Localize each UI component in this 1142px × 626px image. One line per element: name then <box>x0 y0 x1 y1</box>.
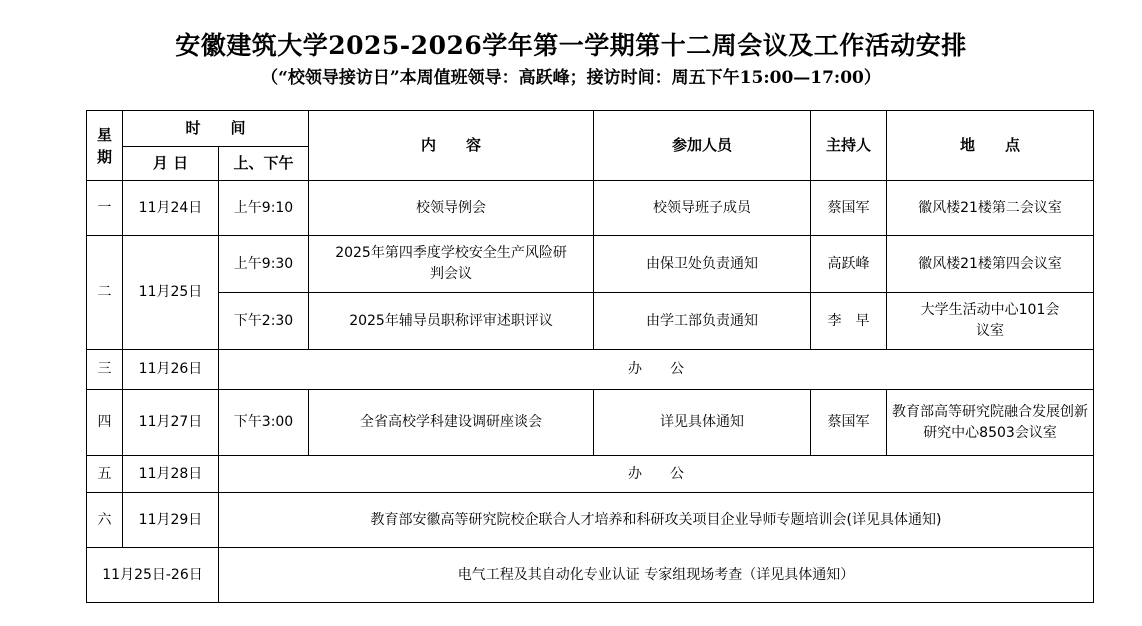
header-row <box>87 111 1094 147</box>
date-cell: 11月25日 <box>123 236 219 350</box>
content-cell: 校领导例会 <box>309 181 594 236</box>
content-cell: 2025年第四季度学校安全生产风险研判会议 <box>309 236 594 293</box>
time-cell: 上午9:30 <box>219 236 309 293</box>
header-time: 时 间 <box>123 111 309 147</box>
table-row <box>87 236 1094 293</box>
header-host: 主持人 <box>811 111 887 181</box>
weekday-cell: 三 <box>87 350 123 390</box>
time-cell: 下午3:00 <box>219 390 309 456</box>
participants-cell: 由保卫处负责通知 <box>594 236 811 293</box>
location-cell: 大学生活动中心101会议室 <box>887 293 1094 350</box>
weekday-cell: 四 <box>87 390 123 456</box>
table-row <box>87 456 1094 493</box>
time-cell: 上午9:10 <box>219 181 309 236</box>
office-cell: 办 公 <box>219 456 1094 493</box>
table-row <box>87 548 1094 603</box>
location-cell: 教育部高等研究院融合发展创新研究中心8503会议室 <box>887 390 1094 456</box>
date-cell: 11月25日-26日 <box>87 548 219 603</box>
table-row <box>87 390 1094 456</box>
header-ampm: 上、下午 <box>219 147 309 181</box>
content-cell: 教育部安徽高等研究院校企联合人才培养和科研攻关项目企业导师专题培训会(详见具体通知) <box>219 493 1094 548</box>
weekday-cell: 一 <box>87 181 123 236</box>
participants-cell: 详见具体通知 <box>594 390 811 456</box>
page-title: 安徽建筑大学2025-2026学年第一学期第十二周会议及工作活动安排 <box>175 31 967 60</box>
time-cell: 下午2:30 <box>219 293 309 350</box>
content-cell: 全省高校学科建设调研座谈会 <box>309 390 594 456</box>
content-cell: 2025年辅导员职称评审述职评议 <box>309 293 594 350</box>
header-weekday: 星 期 <box>87 111 123 181</box>
host-cell: 高跃峰 <box>811 236 887 293</box>
table-row <box>87 293 1094 350</box>
table-row <box>87 493 1094 548</box>
office-cell: 办 公 <box>219 350 1094 390</box>
date-cell: 11月26日 <box>123 350 219 390</box>
date-cell: 11月29日 <box>123 493 219 548</box>
host-cell: 蔡国军 <box>811 181 887 236</box>
table-row <box>87 350 1094 390</box>
participants-cell: 由学工部负责通知 <box>594 293 811 350</box>
location-cell: 徽风楼21楼第四会议室 <box>887 236 1094 293</box>
table-row <box>87 181 1094 236</box>
page-subtitle: （“校领导接访日”本周值班领导：高跃峰；接访时间：周五下午15:00—17:00） <box>261 68 881 88</box>
header-location: 地 点 <box>887 111 1094 181</box>
weekday-cell: 五 <box>87 456 123 493</box>
host-cell: 蔡国军 <box>811 390 887 456</box>
weekday-cell: 二 <box>87 236 123 350</box>
date-cell: 11月27日 <box>123 390 219 456</box>
header-participants: 参加人员 <box>594 111 811 181</box>
weekday-cell: 六 <box>87 493 123 548</box>
host-cell: 李 早 <box>811 293 887 350</box>
date-cell: 11月28日 <box>123 456 219 493</box>
location-cell: 徽风楼21楼第二会议室 <box>887 181 1094 236</box>
header-content: 内 容 <box>309 111 594 181</box>
content-cell: 电气工程及其自动化专业认证 专家组现场考查（详见具体通知） <box>219 548 1094 603</box>
header-date: 月 日 <box>123 147 219 181</box>
date-cell: 11月24日 <box>123 181 219 236</box>
schedule-table <box>86 110 1094 603</box>
participants-cell: 校领导班子成员 <box>594 181 811 236</box>
